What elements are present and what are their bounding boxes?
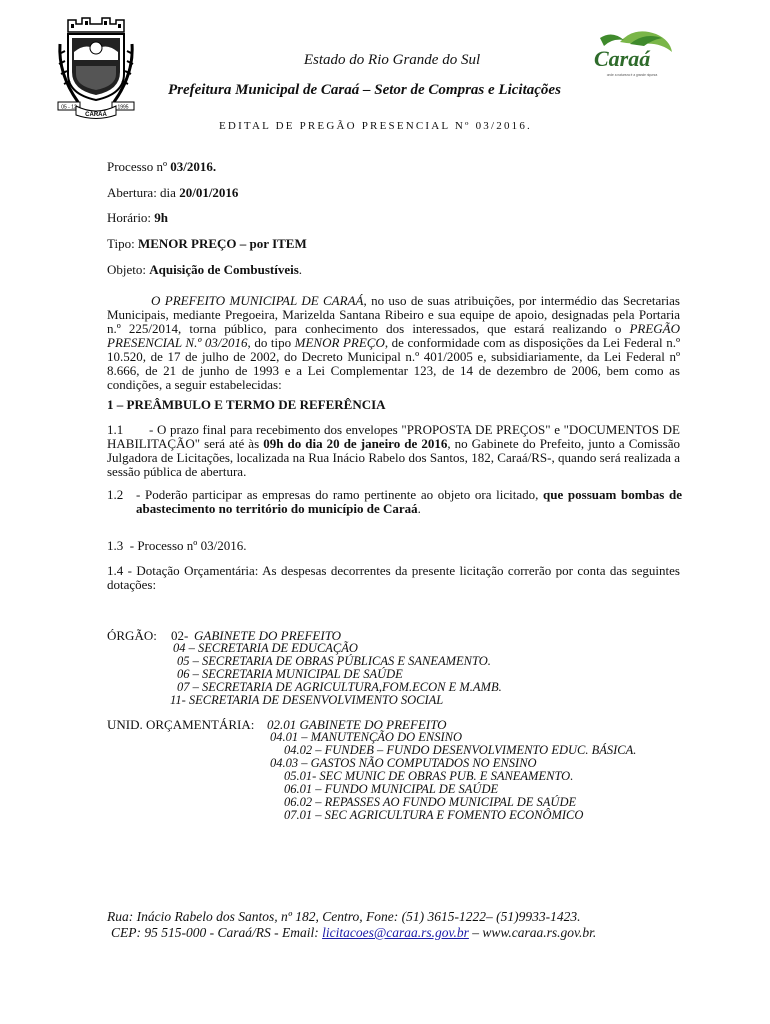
unid-list	[0, 731, 770, 831]
orgao-item: 06 – SECRETARIA MUNICIPAL DE SAÚDE	[177, 667, 403, 681]
footer-address: Rua: Inácio Rabelo dos Santos, nº 182, Centro, Fone: (51) 3615-1222– (51)9933-1423.	[107, 909, 581, 924]
state-name: Estado do Rio Grande do Sul	[303, 52, 481, 68]
logo-text: Caraá	[594, 46, 651, 71]
tipo-line: Tipo: MENOR PREÇO – por ITEM	[107, 236, 307, 251]
orgao-item: 04 – SECRETARIA DE EDUCAÇÃO	[173, 641, 358, 655]
orgao-first-code: 02-	[171, 628, 189, 643]
clause-1-3: 1.3 - Processo nº 03/2016.	[107, 538, 247, 553]
clause-1-1: 1.1 - O prazo final para recebimento dos envelopes "PROPOSTA DE PREÇOS" e "DOCUMENTOS DE HABILITAÇÃO" será até às 09h do dia 20 de janeiro de 2016, no Gabinete do Prefeito, junto a Comissão Julgadora de Licitações, localizada na Rua Inácio Rabelo dos Santos, 182, Caraá/RS-, quando será realizada a sessão pública de abertura.	[107, 422, 681, 479]
clause-1-2: - Poderão participar as empresas do ramo pertinente ao objeto ora licitado, que possuam bombas de abastecimento no território do município de Caraá.	[136, 487, 682, 516]
orgao-item: 05 – SECRETARIA DE OBRAS PÚBLICAS E SANEAMENTO.	[177, 654, 491, 668]
edital-title: EDITAL DE PREGÃO PRESENCIAL Nº 03/2016.	[219, 120, 533, 132]
footer-contact: CEP: 95 515-000 - Caraá/RS - Email: licitacoes@caraa.rs.gov.br – www.caraa.rs.gov.br.	[111, 925, 597, 940]
footer-email-link[interactable]: licitacoes@caraa.rs.gov.br	[322, 925, 469, 940]
department-title: Prefeitura Municipal de Caraá – Setor de Compras e Licitações	[168, 82, 561, 98]
objeto-line: Objeto: Aquisição de Combustíveis.	[107, 262, 303, 277]
unid-item: 04.01 – MANUTENÇÃO DO ENSINO	[270, 730, 463, 744]
unid-item: 05.01- SEC MUNIC DE OBRAS PUB. E SANEAMENTO.	[284, 769, 574, 783]
logo-tagline: onde a natureza é a grande riqueza	[606, 73, 658, 77]
orgao-label: ÓRGÃO:	[107, 628, 157, 643]
unid-item: 06.02 – REPASSES AO FUNDO MUNICIPAL DE SAÚDE	[284, 795, 577, 809]
unid-first: 02.01 GABINETE DO PREFEITO	[267, 717, 447, 732]
orgao-first-name: GABINETE DO PREFEITO	[194, 628, 342, 643]
unid-item: 04.02 – FUNDEB – FUNDO DESENVOLVIMENTO EDUC. BÁSICA.	[284, 743, 637, 757]
crest-year-right: 1995	[117, 104, 129, 111]
abertura-line: Abertura: dia 20/01/2016	[107, 185, 239, 200]
horario-line: Horário: 9h	[107, 210, 169, 225]
processo-line: Processo nº 03/2016.	[107, 159, 217, 174]
orgao-item: 07 – SECRETARIA DE AGRICULTURA,FOM.ECON E M.AMB.	[177, 680, 502, 694]
clause-1-2-number: 1.2	[107, 487, 124, 502]
unid-item: 06.01 – FUNDO MUNICIPAL DE SAÚDE	[284, 782, 499, 796]
orgao-list	[0, 642, 770, 722]
orgao-item: 11- SECRETARIA DE DESENVOLVIMENTO SOCIAL	[170, 693, 444, 707]
section-heading: 1 – PREÂMBULO E TERMO DE REFERÊNCIA	[107, 397, 386, 412]
unid-label: UNID. ORÇAMENTÁRIA:	[107, 717, 255, 732]
unid-item: 04.03 – GASTOS NÃO COMPUTADOS NO ENSINO	[270, 756, 537, 770]
crest-name: CARAÁ	[85, 112, 107, 118]
unid-item: 07.01 – SEC AGRICULTURA E FOMENTO ECONÔMICO	[284, 808, 584, 822]
intro-paragraph: O PREFEITO MUNICIPAL DE CARAÁ, no uso de suas atribuições, por intermédio das Secretarias Municipais, mediante Pregoeira, Marizelda Santana Ribeiro e sua equipe de apoio, designadas pela Portaria n.º 225/2014, torna público, para conhecimento dos interessados, que estará realizando o PREGÃO PRESENCIAL N.º 03/2016, do tipo MENOR PREÇO, de conformidade com as disposições da Lei Federal n.º 10.520, de 17 de julho de 2002, do Decreto Municipal n.º 401/2005 e, subsidiariamente, da Lei Federal nº 8.666, de 21 de junho de 1993 e a Lei Complementar 123, de 14 de dezembro de 2006, bem como as condições, a seguir estabelecidas:	[107, 293, 680, 392]
crest-year-left: 05 - 12	[61, 104, 77, 111]
clause-1-4: 1.4 - Dotação Orçamentária: As despesas decorrentes da presente licitação correrão por conta das seguintes dotações:	[107, 563, 680, 592]
